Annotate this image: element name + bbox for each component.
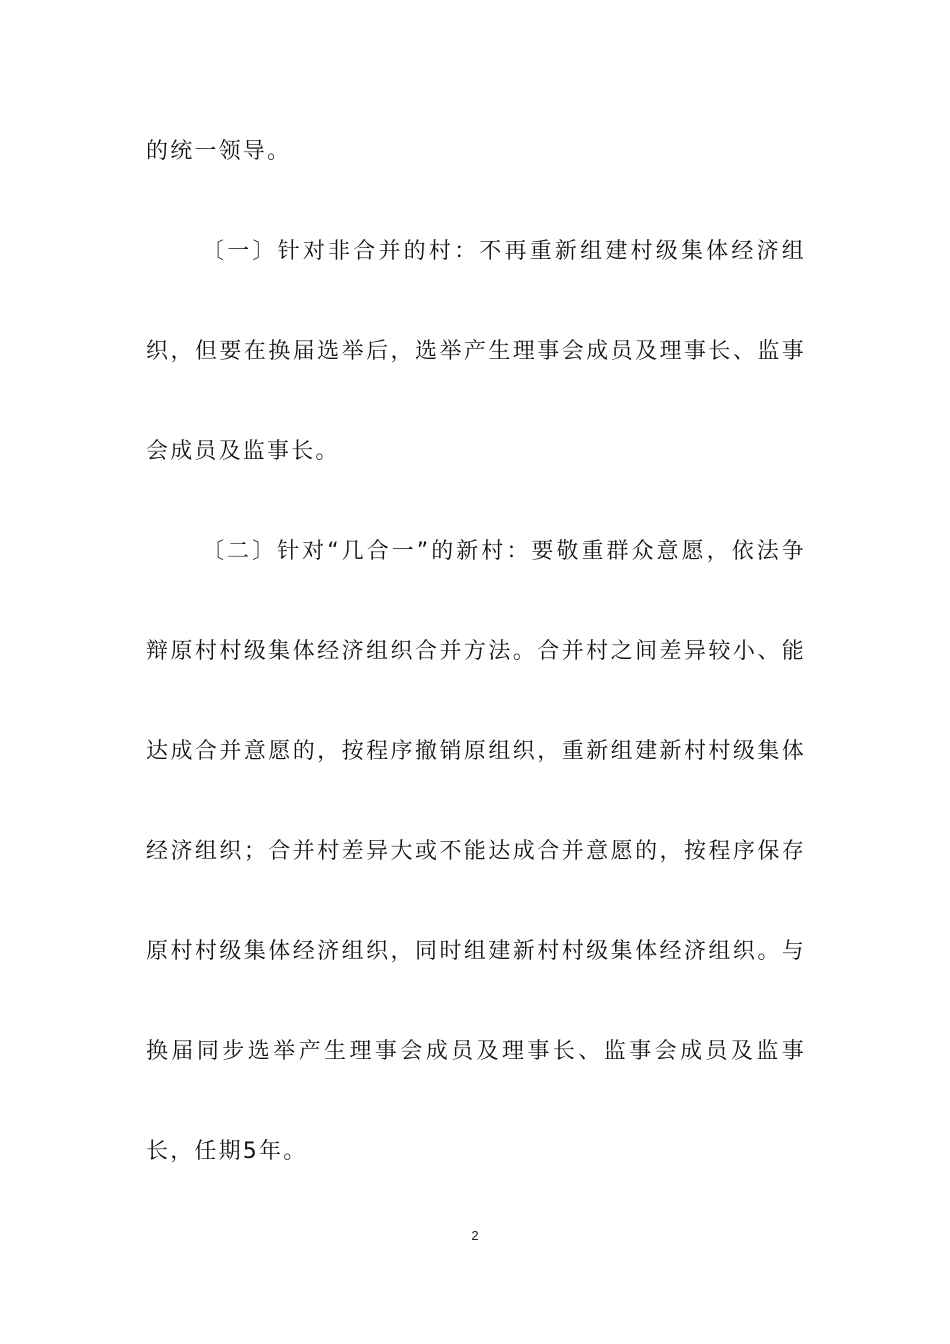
text-line: 经济组织；合并村差异大或不能达成合并意愿的，按程序保存 [146, 839, 806, 864]
text-line: 〔一〕针对非合并的村：不再重新组建村级集体经济组 [202, 239, 806, 264]
text-line: 原村村级集体经济组织，同时组建新村村级集体经济组织。与 [146, 939, 806, 964]
text-line: 达成合并意愿的，按程序撤销原组织，重新组建新村村级集体 [146, 739, 806, 764]
text-line: 换届同步选举产生理事会成员及理事长、监事会成员及监事 [146, 1039, 806, 1064]
text-line: 的统一领导。 [146, 139, 292, 164]
text-line: 长，任期5年。 [146, 1139, 308, 1164]
text-line: 织，但要在换届选举后，选举产生理事会成员及理事长、监事 [146, 339, 806, 364]
text-line: 会成员及监事长。 [146, 439, 340, 464]
text-line: 〔二〕针对“几合一”的新村：要敬重群众意愿，依法争 [202, 539, 806, 564]
page-number: 2 [471, 1228, 479, 1243]
text-line: 辩原村村级集体经济组织合并方法。合并村之间差异较小、能 [146, 639, 806, 664]
